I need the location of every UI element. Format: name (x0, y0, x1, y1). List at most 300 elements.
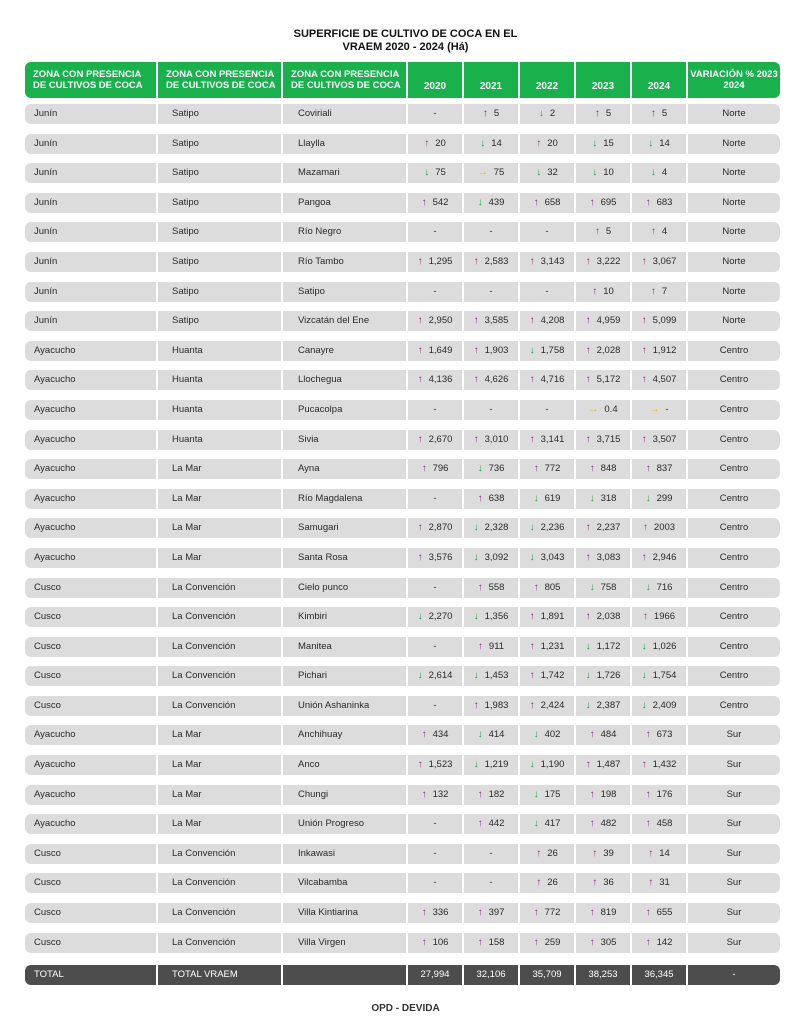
provincia-cell: La Convención (158, 666, 281, 686)
region-cell: Cusco (25, 873, 156, 893)
value-cell-2024 (632, 282, 686, 302)
value-text: 3,507 (652, 433, 677, 445)
value-cell-2022 (520, 370, 574, 390)
value-text: 484 (600, 729, 617, 741)
zona-cell: Sur (688, 844, 780, 864)
value-cell-2020 (408, 489, 462, 509)
arrow-up-icon: ↑ (536, 847, 542, 859)
table-row (25, 548, 780, 568)
arrow-up-icon: ↑ (417, 255, 423, 267)
distrito-cell: Llochegua (283, 370, 406, 390)
zona-cell: Sur (688, 873, 780, 893)
value-text: - (489, 403, 493, 415)
value-text: 14 (659, 847, 670, 859)
arrow-down-icon: ↓ (529, 344, 535, 356)
arrow-down-icon: ↓ (536, 167, 542, 179)
value-text: 4,626 (484, 374, 509, 386)
value-cell-2021 (464, 637, 518, 657)
zona-cell: Norte (688, 134, 780, 154)
region-cell: Cusco (25, 666, 156, 686)
value-text: 142 (656, 936, 673, 948)
value-text: 1,356 (484, 611, 509, 623)
zona-cell: Centro (688, 696, 780, 716)
total-2022: 35,709 (520, 965, 574, 985)
arrow-down-icon: ↓ (477, 196, 483, 208)
region-cell: Ayacucho (25, 430, 156, 450)
arrow-up-icon: ↑ (477, 907, 483, 919)
total-2020: 27,994 (408, 965, 462, 985)
value-text: - (489, 285, 493, 297)
arrow-up-icon: ↑ (641, 344, 647, 356)
value-cell-2020 (408, 193, 462, 213)
table-row (25, 873, 780, 893)
arrow-up-icon: ↑ (641, 433, 647, 445)
arrow-up-icon: ↑ (529, 640, 535, 652)
value-text: 3,043 (540, 551, 565, 563)
arrow-up-icon: ↑ (417, 522, 423, 534)
provincia-cell: Huanta (158, 430, 281, 450)
arrow-up-icon: ↑ (589, 196, 595, 208)
zona-cell: Norte (688, 222, 780, 242)
arrow-up-icon: ↑ (529, 670, 535, 682)
value-text: 4,959 (596, 315, 621, 327)
provincia-cell: La Convención (158, 873, 281, 893)
value-cell-2021 (464, 341, 518, 361)
value-text: 318 (600, 492, 617, 504)
value-text: 3,585 (484, 315, 509, 327)
arrow-up-icon: ↑ (645, 788, 651, 800)
value-cell-2022 (520, 400, 574, 420)
value-text: 4,716 (540, 374, 565, 386)
value-cell-2024 (632, 637, 686, 657)
region-cell: Ayacucho (25, 785, 156, 805)
table-row (25, 814, 780, 834)
value-text: - (545, 285, 549, 297)
arrow-up-icon: ↑ (421, 196, 427, 208)
value-text: 39 (603, 847, 614, 859)
value-text: 3,083 (596, 551, 621, 563)
zona-cell: Centro (688, 578, 780, 598)
region-cell: Cusco (25, 607, 156, 627)
value-text: 3,141 (540, 433, 565, 445)
total-2023: 38,253 (576, 965, 630, 985)
value-text: 1,758 (540, 344, 565, 356)
arrow-up-icon: ↑ (585, 315, 591, 327)
value-cell-2020 (408, 844, 462, 864)
arrow-up-icon: ↑ (529, 315, 535, 327)
arrow-up-icon: ↑ (585, 611, 591, 623)
provincia-cell: La Convención (158, 637, 281, 657)
value-cell-2024 (632, 785, 686, 805)
value-cell-2022 (520, 725, 574, 745)
value-text: 1,903 (484, 344, 509, 356)
header-2023: 2023 (576, 62, 630, 98)
total-2021: 32,106 (464, 965, 518, 985)
value-cell-2022 (520, 104, 574, 124)
value-text: 2,424 (540, 699, 565, 711)
value-text: 3,143 (540, 255, 565, 267)
arrow-down-icon: ↓ (645, 492, 651, 504)
value-cell-2022 (520, 341, 574, 361)
distrito-cell: Villa Kintiarina (283, 903, 406, 923)
arrow-down-icon: ↓ (417, 670, 423, 682)
value-text: 4,208 (540, 315, 565, 327)
value-text: 695 (600, 196, 617, 208)
distrito-cell: Unión Ashaninka (283, 696, 406, 716)
total-2024: 36,345 (632, 965, 686, 985)
arrow-up-icon: ↑ (648, 847, 654, 859)
value-text: - (545, 403, 549, 415)
distrito-cell: Río Magdalena (283, 489, 406, 509)
value-text: 619 (544, 492, 561, 504)
arrow-up-icon: ↑ (642, 522, 648, 534)
value-text: 5 (605, 226, 612, 238)
value-cell-2023 (576, 430, 630, 450)
provincia-cell: La Convención (158, 844, 281, 864)
distrito-cell: Anco (283, 755, 406, 775)
region-cell: Ayacucho (25, 814, 156, 834)
region-cell: Ayacucho (25, 400, 156, 420)
arrow-up-icon: ↑ (645, 936, 651, 948)
provincia-cell: Satipo (158, 222, 281, 242)
value-text: 1,172 (596, 640, 621, 652)
value-cell-2024 (632, 193, 686, 213)
value-text: 4 (661, 167, 668, 179)
value-text: 758 (600, 581, 617, 593)
value-cell-2020 (408, 163, 462, 183)
value-cell-2023 (576, 400, 630, 420)
provincia-cell: La Mar (158, 548, 281, 568)
arrow-up-icon: ↑ (645, 907, 651, 919)
arrow-up-icon: ↑ (594, 108, 600, 119)
arrow-down-icon: ↓ (648, 137, 654, 149)
arrow-up-icon: ↑ (650, 108, 656, 119)
arrow-down-icon: ↓ (473, 522, 479, 534)
value-cell-2024 (632, 370, 686, 390)
distrito-cell: Unión Progreso (283, 814, 406, 834)
arrow-up-icon: ↑ (645, 196, 651, 208)
value-text: 4 (661, 226, 668, 238)
value-cell-2021 (464, 134, 518, 154)
distrito-cell: Samugari (283, 518, 406, 538)
table-row (25, 193, 780, 213)
value-cell-2023 (576, 311, 630, 331)
distrito-cell: Chungi (283, 785, 406, 805)
value-cell-2022 (520, 814, 574, 834)
arrow-down-icon: ↓ (641, 670, 647, 682)
value-text: 2,614 (428, 670, 453, 682)
value-text: 772 (544, 463, 561, 475)
region-cell: Ayacucho (25, 370, 156, 390)
arrow-down-icon: ↓ (473, 611, 479, 623)
value-cell-2022 (520, 489, 574, 509)
value-cell-2022 (520, 666, 574, 686)
distrito-cell: Pangoa (283, 193, 406, 213)
arrow-down-icon: ↓ (641, 640, 647, 652)
arrow-down-icon: ↓ (650, 167, 656, 179)
region-cell: Junín (25, 163, 156, 183)
arrow-up-icon: ↑ (585, 344, 591, 356)
table-row (25, 163, 780, 183)
value-cell-2023 (576, 785, 630, 805)
value-cell-2023 (576, 548, 630, 568)
value-text: 158 (488, 936, 505, 948)
arrow-up-icon: ↑ (592, 847, 598, 859)
region-cell: Ayacucho (25, 755, 156, 775)
value-cell-2024 (632, 666, 686, 686)
table-row (25, 370, 780, 390)
header-2024: 2024 (632, 62, 686, 98)
zona-cell: Norte (688, 104, 780, 124)
value-cell-2024 (632, 755, 686, 775)
value-cell-2022 (520, 282, 574, 302)
provincia-cell: Satipo (158, 282, 281, 302)
provincia-cell: La Convención (158, 696, 281, 716)
value-text: 175 (544, 788, 561, 800)
value-cell-2024 (632, 578, 686, 598)
zona-cell: Centro (688, 518, 780, 538)
value-text: 2,328 (484, 522, 509, 534)
value-text: 15 (603, 137, 614, 149)
distrito-cell: Río Negro (283, 222, 406, 242)
value-text: - (433, 847, 437, 859)
zona-cell: Centro (688, 489, 780, 509)
value-text: 1,912 (652, 344, 677, 356)
arrow-up-icon: ↑ (421, 907, 427, 919)
arrow-down-icon: ↓ (533, 818, 539, 830)
zona-cell: Sur (688, 903, 780, 923)
region-cell: Junín (25, 104, 156, 124)
region-cell: Ayacucho (25, 459, 156, 479)
arrow-up-icon: ↑ (473, 344, 479, 356)
value-text: 2,270 (428, 611, 453, 623)
arrow-up-icon: ↑ (477, 788, 483, 800)
value-cell-2020 (408, 578, 462, 598)
zona-cell: Centro (688, 666, 780, 686)
value-text: 0.4 (604, 403, 618, 415)
provincia-cell: Huanta (158, 400, 281, 420)
arrow-up-icon: ↑ (417, 374, 423, 386)
arrow-up-icon: ↑ (473, 315, 479, 327)
value-text: - (665, 403, 669, 415)
value-cell-2020 (408, 459, 462, 479)
value-text: 638 (488, 492, 505, 504)
value-text: 673 (656, 729, 673, 741)
zona-cell: Sur (688, 755, 780, 775)
value-text: 3,092 (484, 551, 509, 563)
region-cell: Junín (25, 222, 156, 242)
value-text: 683 (656, 196, 673, 208)
value-cell-2022 (520, 933, 574, 953)
value-cell-2022 (520, 785, 574, 805)
value-text: 1,649 (428, 344, 453, 356)
value-text: 2,946 (652, 551, 677, 563)
arrow-down-icon: ↓ (533, 729, 539, 741)
arrow-up-icon: ↑ (417, 551, 423, 563)
value-text: - (433, 108, 437, 119)
value-cell-2020 (408, 637, 462, 657)
value-text: 2,028 (596, 344, 621, 356)
value-cell-2021 (464, 903, 518, 923)
provincia-cell: La Mar (158, 518, 281, 538)
value-text: - (489, 877, 493, 889)
value-cell-2023 (576, 873, 630, 893)
table-row (25, 933, 780, 953)
value-text: 7 (661, 285, 668, 297)
header-2021: 2021 (464, 62, 518, 98)
provincia-cell: La Mar (158, 459, 281, 479)
value-cell-2023 (576, 578, 630, 598)
value-cell-2020 (408, 370, 462, 390)
arrow-down-icon: ↓ (641, 699, 647, 711)
value-text: 2,583 (484, 255, 509, 267)
title-line-2: VRAEM 2020 - 2024 (Há) (342, 41, 469, 53)
value-cell-2020 (408, 222, 462, 242)
table-row (25, 222, 780, 242)
region-cell: Junín (25, 282, 156, 302)
value-text: 397 (488, 907, 505, 919)
region-cell: Junín (25, 252, 156, 272)
value-cell-2024 (632, 607, 686, 627)
arrow-up-icon: ↑ (585, 433, 591, 445)
arrow-up-icon: ↑ (417, 315, 423, 327)
value-cell-2023 (576, 666, 630, 686)
value-text: 1,219 (484, 759, 509, 771)
arrow-down-icon: ↓ (589, 581, 595, 593)
value-text: 2,038 (596, 611, 621, 623)
arrow-up-icon: ↑ (645, 818, 651, 830)
value-text: - (433, 581, 437, 593)
region-cell: Cusco (25, 696, 156, 716)
value-text: 402 (544, 729, 561, 741)
value-text: 4,507 (652, 374, 677, 386)
arrow-up-icon: ↑ (642, 611, 648, 623)
region-cell: Ayacucho (25, 548, 156, 568)
arrow-up-icon: ↑ (421, 936, 427, 948)
value-cell-2022 (520, 844, 574, 864)
value-cell-2021 (464, 933, 518, 953)
provincia-cell: Satipo (158, 252, 281, 272)
value-cell-2024 (632, 903, 686, 923)
value-text: 336 (432, 907, 449, 919)
value-text: 2003 (653, 522, 676, 534)
value-cell-2023 (576, 903, 630, 923)
provincia-cell: La Convención (158, 578, 281, 598)
arrow-up-icon: ↑ (645, 463, 651, 475)
arrow-up-icon: ↑ (650, 226, 656, 238)
value-text: 1,754 (652, 670, 677, 682)
value-cell-2022 (520, 222, 574, 242)
value-cell-2020 (408, 548, 462, 568)
distrito-cell: Mazamari (283, 163, 406, 183)
value-cell-2024 (632, 430, 686, 450)
value-text: 299 (656, 492, 673, 504)
value-text: 442 (488, 818, 505, 830)
value-cell-2022 (520, 755, 574, 775)
arrow-up-icon: ↑ (529, 699, 535, 711)
table-row (25, 341, 780, 361)
value-cell-2023 (576, 104, 630, 124)
value-text: 2,237 (596, 522, 621, 534)
table-header (25, 62, 780, 98)
value-text: 176 (656, 788, 673, 800)
arrow-up-icon: ↑ (477, 936, 483, 948)
value-cell-2020 (408, 696, 462, 716)
arrow-up-icon: ↑ (529, 611, 535, 623)
arrow-up-icon: ↑ (641, 551, 647, 563)
table-row (25, 785, 780, 805)
arrow-up-icon: ↑ (589, 907, 595, 919)
value-text: 182 (488, 788, 505, 800)
zona-cell: Norte (688, 311, 780, 331)
value-text: 655 (656, 907, 673, 919)
value-text: - (433, 285, 437, 297)
provincia-cell: Satipo (158, 163, 281, 183)
value-cell-2024 (632, 518, 686, 538)
total-empty-cell (283, 965, 406, 985)
value-text: 716 (656, 581, 673, 593)
value-cell-2020 (408, 518, 462, 538)
value-cell-2024 (632, 134, 686, 154)
value-cell-2024 (632, 104, 686, 124)
value-text: 259 (544, 936, 561, 948)
value-text: 1,295 (428, 255, 453, 267)
value-cell-2023 (576, 814, 630, 834)
value-cell-2020 (408, 785, 462, 805)
distrito-cell: Kimbiri (283, 607, 406, 627)
value-text: 5,172 (596, 374, 621, 386)
arrow-down-icon: ↓ (585, 640, 591, 652)
value-cell-2023 (576, 755, 630, 775)
arrow-up-icon: ↑ (477, 581, 483, 593)
value-cell-2021 (464, 163, 518, 183)
arrow-up-icon: ↑ (641, 759, 647, 771)
value-text: - (489, 226, 493, 238)
value-cell-2021 (464, 430, 518, 450)
value-cell-2024 (632, 400, 686, 420)
value-cell-2024 (632, 489, 686, 509)
region-cell: Ayacucho (25, 725, 156, 745)
arrow-up-icon: ↑ (421, 463, 427, 475)
arrow-up-icon: ↑ (641, 315, 647, 327)
provincia-cell: Satipo (158, 104, 281, 124)
arrow-down-icon: ↓ (529, 551, 535, 563)
arrow-down-icon: ↓ (589, 492, 595, 504)
value-cell-2024 (632, 341, 686, 361)
arrow-down-icon: ↓ (533, 492, 539, 504)
arrow-up-icon: ↑ (585, 522, 591, 534)
value-text: 417 (544, 818, 561, 830)
value-text: 10 (603, 167, 614, 179)
value-cell-2021 (464, 311, 518, 331)
region-cell: Cusco (25, 637, 156, 657)
value-cell-2021 (464, 518, 518, 538)
arrow-up-icon: ↑ (648, 877, 654, 889)
distrito-cell: Vilcabamba (283, 873, 406, 893)
value-cell-2021 (464, 252, 518, 272)
value-cell-2024 (632, 725, 686, 745)
arrow-up-icon: ↑ (536, 137, 542, 149)
zona-cell: Sur (688, 785, 780, 805)
value-cell-2024 (632, 933, 686, 953)
value-text: 31 (659, 877, 670, 889)
arrow-down-icon: ↓ (592, 167, 598, 179)
value-text: 26 (547, 847, 558, 859)
value-cell-2021 (464, 193, 518, 213)
zona-cell: Centro (688, 430, 780, 450)
arrow-up-icon: ↑ (529, 374, 535, 386)
provincia-cell: Satipo (158, 311, 281, 331)
